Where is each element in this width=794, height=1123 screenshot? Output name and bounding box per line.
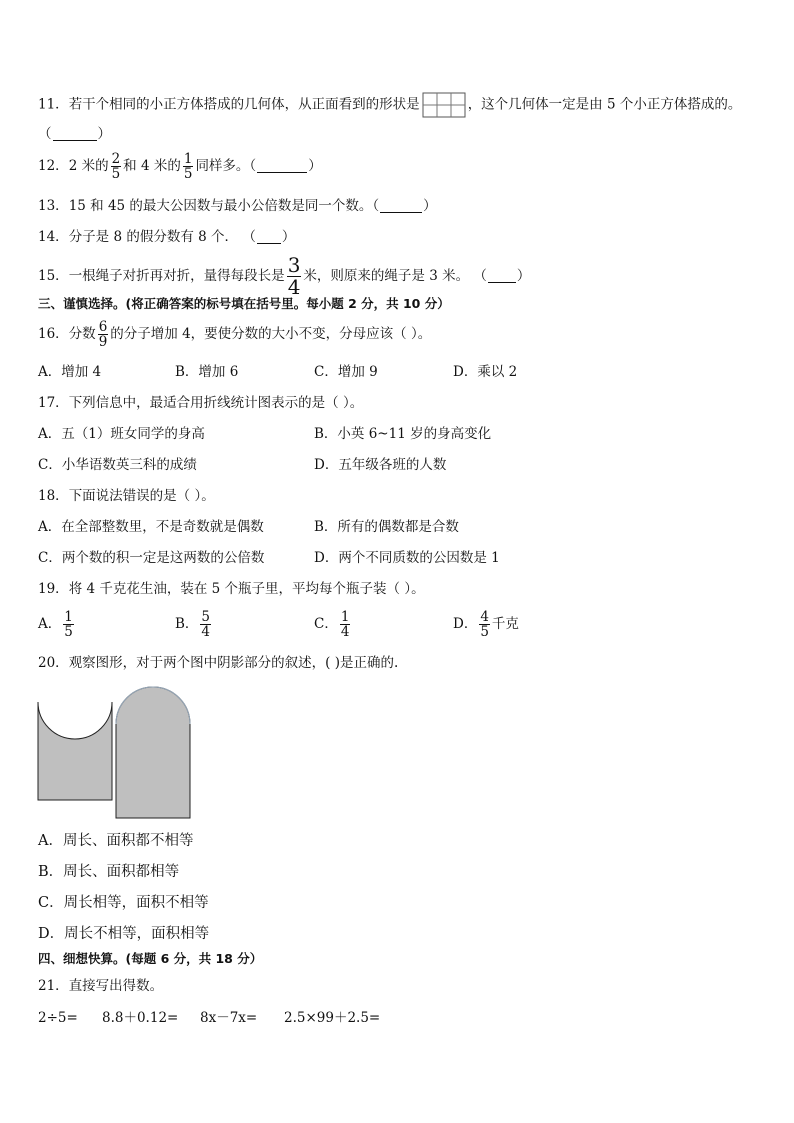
q12-answer-blank[interactable] xyxy=(257,160,307,173)
q15-line: 15．一根绳子对折再对折，量得每段长是 $\frac{3}{4}$ 米，则原来的绳子是 3 米。 （ ） xyxy=(38,253,531,299)
q17-number: 17． xyxy=(38,395,69,411)
q17-option-c[interactable]: C．小华语数英三科的成绩 xyxy=(38,457,197,473)
q17-option-b[interactable]: B．小英 6~11 岁的身高变化 xyxy=(314,426,492,442)
q11-number: 11． xyxy=(38,96,69,113)
q21-item-4: 2.5×99＋2.5= xyxy=(284,1010,381,1026)
q20-option-d[interactable]: D．周长不相等，面积相等 xyxy=(38,926,210,942)
q18-number: 18． xyxy=(38,488,69,504)
q17-option-d[interactable]: D．五年级各班的人数 xyxy=(314,457,447,473)
q18-option-b[interactable]: B．所有的偶数都是合数 xyxy=(314,519,459,535)
q21-item-2: 8.8＋0.12= xyxy=(102,1010,179,1026)
q12-number: 12． xyxy=(38,158,69,175)
q16-number: 16． xyxy=(38,326,69,343)
q16-option-a[interactable]: A．增加 4 xyxy=(38,364,102,380)
q12-fraction-1: $\frac{2}{5}$ xyxy=(111,151,121,183)
q12-fraction-2: $\frac{1}{5}$ xyxy=(183,151,193,183)
q18-line: 18．下面说法错误的是（ ）。 xyxy=(38,488,215,504)
left-shaded-shape xyxy=(38,702,112,800)
q13-line: 13．15 和 45 的最大公因数与最小公倍数是同一个数。（ ） xyxy=(38,198,437,214)
q16-option-b[interactable]: B．增加 6 xyxy=(175,364,239,380)
q18-option-d[interactable]: D．两个不同质数的公因数是 1 xyxy=(314,550,500,566)
q15-fraction: $\frac{3}{4}$ xyxy=(287,253,301,299)
q19-option-d[interactable]: D． $\frac{4}{5}$ 千克 xyxy=(453,609,519,641)
q21-line: 21．直接写出得数。 xyxy=(38,978,164,994)
q20-option-a[interactable]: A．周长、面积都不相等 xyxy=(38,833,194,849)
q13-number: 13． xyxy=(38,198,69,214)
q21-number: 21． xyxy=(38,978,69,994)
q16-option-d[interactable]: D．乘以 2 xyxy=(453,364,518,380)
q11-text-a: 若干个相同的小正方体搭成的几何体，从正面看到的形状是 xyxy=(68,96,420,113)
q19-number: 19． xyxy=(38,581,69,597)
q16-fraction: $\frac{6}{9}$ xyxy=(98,319,108,351)
q15-number: 15． xyxy=(38,268,69,284)
right-shaded-shape xyxy=(116,687,190,818)
q11-answer-line: （ ） xyxy=(38,126,111,142)
q20-figure xyxy=(36,684,196,820)
q13-answer-blank[interactable] xyxy=(380,200,422,213)
q21-item-1: 2÷5= xyxy=(38,1010,78,1026)
q19-option-a[interactable]: A． $\frac{1}{5}$ xyxy=(38,609,73,641)
q19-line: 19．将 4 千克花生油，装在 5 个瓶子里，平均每个瓶子装（ ）。 xyxy=(38,581,425,597)
q18-option-a[interactable]: A．在全部整数里，不是奇数就是偶数 xyxy=(38,519,264,535)
q19-option-b[interactable]: B． $\frac{5}{4}$ xyxy=(175,609,211,641)
q21-item-3: 8x－7x= xyxy=(200,1010,258,1026)
q11-line1 xyxy=(38,92,741,118)
q14-line: 14．分子是 8 的假分数有 8 个． （ ） xyxy=(38,229,296,245)
q17-line: 17．下列信息中，最适合用折线统计图表示的是（ ）。 xyxy=(38,395,364,411)
q16-option-c[interactable]: C．增加 9 xyxy=(314,364,378,380)
front-view-icon xyxy=(422,92,466,118)
q14-number: 14． xyxy=(38,229,69,245)
q20-option-c[interactable]: C．周长相等，面积不相等 xyxy=(38,895,209,911)
q11-answer-blank[interactable] xyxy=(53,128,97,141)
q14-answer-blank[interactable] xyxy=(257,231,281,244)
q15-answer-blank[interactable] xyxy=(488,270,516,283)
q16-line: 16．分数 $\frac{6}{9}$ 的分子增加 4，要使分数的大小不变，分母应该（ ）。 xyxy=(38,319,432,351)
q12-line: 12．2 米的 $\frac{2}{5}$ 和 4 米的 $\frac{1}{5}$ 同样多。（ ） xyxy=(38,151,322,183)
q20-option-b[interactable]: B．周长、面积都相等 xyxy=(38,864,180,880)
q20-number: 20． xyxy=(38,655,69,671)
q17-option-a[interactable]: A．五（1）班女同学的身高 xyxy=(38,426,205,442)
section-4-heading: 四、细想快算。(每题 6 分，共 18 分） xyxy=(38,951,263,966)
q11-text-b: ，这个几何体一定是由 5 个小正方体搭成的。 xyxy=(467,96,742,113)
q19-option-c[interactable]: C． $\frac{1}{4}$ xyxy=(314,609,350,641)
section-3-heading: 三、谨慎选择。(将正确答案的标号填在括号里。每小题 2 分，共 10 分） xyxy=(38,296,450,311)
q20-line: 20．观察图形，对于两个图中阴影部分的叙述，( )是正确的. xyxy=(38,655,399,671)
q18-option-c[interactable]: C．两个数的积一定是这两数的公倍数 xyxy=(38,550,265,566)
